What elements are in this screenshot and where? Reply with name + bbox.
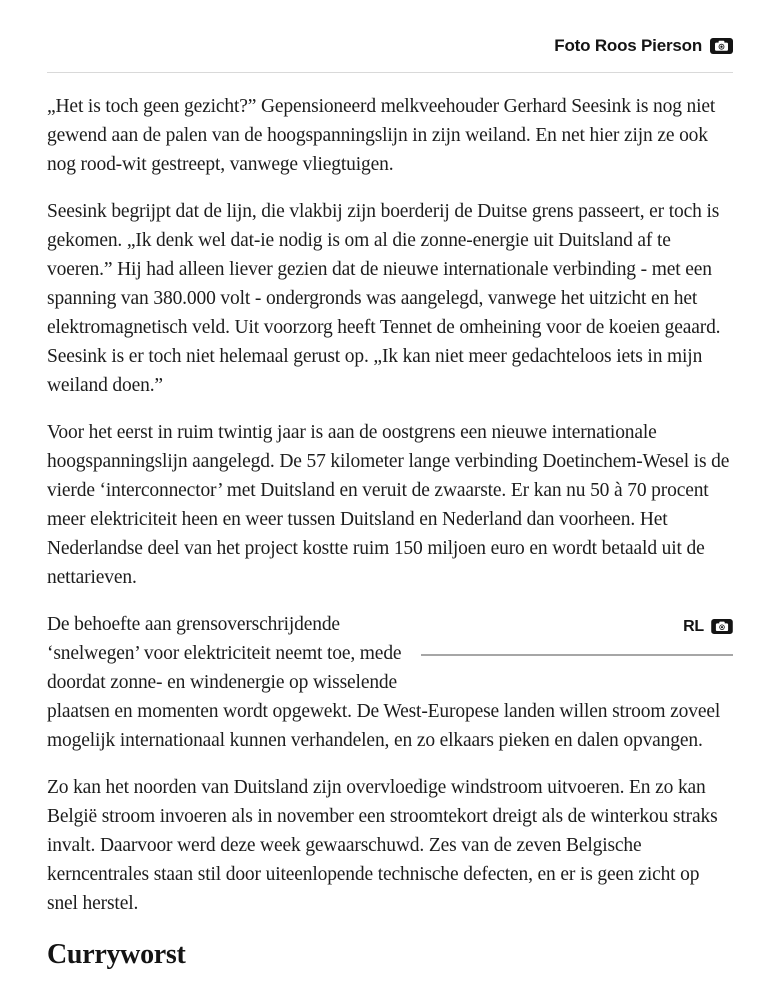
paragraph: Zo kan het noorden van Duitsland zijn overvloedige windstroom uitvoeren. En zo kan België stroom invoeren als in november een stroomtekort dreigt als de winterkou straks invalt. Daarvoor werd deze week gewaarschuwd. Zes van de zeven Belgische kerncentrales staan stil door uiteenlopende technische defecten, en er is geen zicht op snel herstel. (47, 777, 718, 914)
figure-credit-label: RL (683, 618, 704, 635)
paragraph-text: De behoefte aan grensoverschrijdende ‘snelwegen’ voor elektriciteit neemt toe, mede doordat zonne- en windenergie op wisselende plaatsen en momenten wordt opgewekt. De West-Europese landen willen stroom zoveel mogelijk internationaal kunnen verhandelen, en zo elkaars pieken en dalen opvangen. (47, 614, 721, 751)
photo-credit (47, 36, 733, 56)
article-body (47, 92, 733, 971)
inline-figure-credit (421, 610, 733, 686)
figure-credit-row (421, 612, 733, 641)
camera-icon (710, 38, 733, 54)
paragraph-with-figure (47, 610, 733, 755)
section-heading: Curryworst (47, 939, 186, 970)
photo-credit-label: Foto Roos Pierson (554, 36, 702, 55)
header-divider (47, 72, 733, 73)
paragraph: „Het is toch geen gezicht?” Gepensioneerd melkveehouder Gerhard Seesink is nog niet gewend aan de palen van de hoogspanningslijn in zijn weiland. En net hier zijn ze ook nog rood-wit gestreept, vanwege vliegtuigen. (47, 96, 716, 175)
camera-icon (711, 619, 733, 634)
paragraph: Seesink begrijpt dat de lijn, die vlakbij zijn boerderij de Duitse grens passeert, er toch is gekomen. „Ik denk wel dat-ie nodig is om al die zonne-energie uit Duitsland af te voeren.” Hij had alleen liever gezien dat de nieuwe internationale verbinding - met een spanning van 380.000 volt - ondergronds was aangelegd, vanwege het uitzicht en het elektromagnetisch veld. Uit voorzorg heeft Tennet de omheining voor de koeien geaard. Seesink is er toch niet helemaal gerust op. „Ik kan niet meer gedachteloos iets in mijn weiland doen.” (47, 201, 721, 396)
paragraph: Voor het eerst in ruim twintig jaar is aan de oostgrens een nieuwe internationale hoogspanningslijn aangelegd. De 57 kilometer lange verbinding Doetinchem-Wesel is de vierde ‘interconnector’ met Duitsland en veruit de zwaarste. Er kan nu 50 à 70 procent meer elektriciteit heen en weer tussen Duitsland en Nederland dan voorheen. Het Nederlandse deel van het project kostte ruim 150 miljoen euro en wordt betaald uit de nettarieven. (47, 422, 730, 588)
figure-caption-divider (421, 654, 733, 656)
